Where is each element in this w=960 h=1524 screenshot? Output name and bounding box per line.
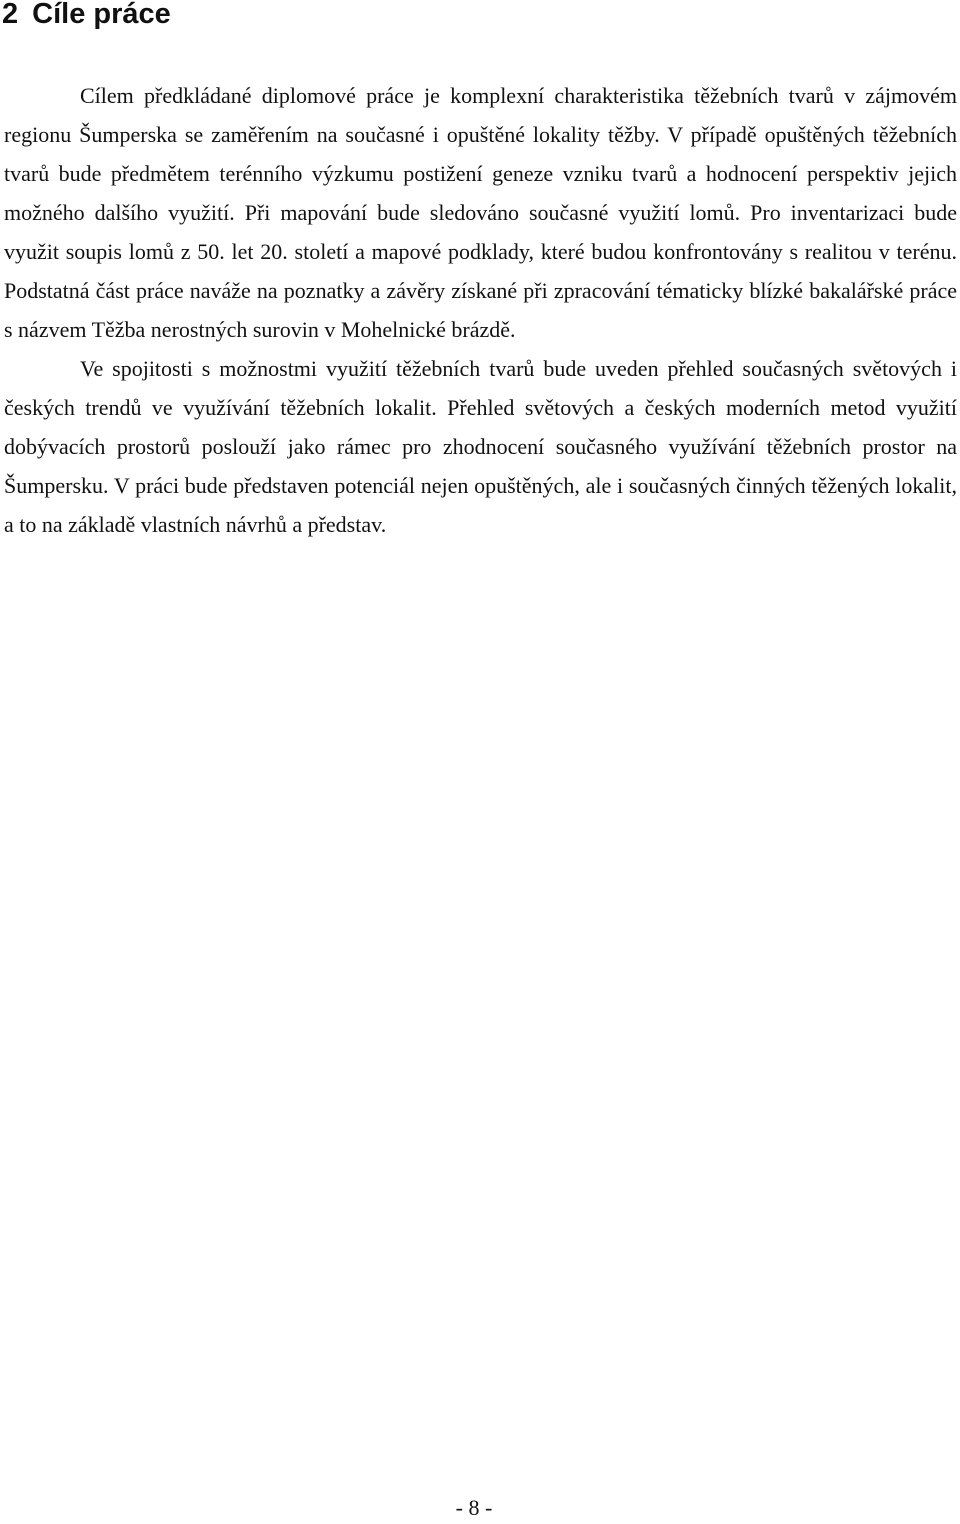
page-number: - 8 -	[455, 1495, 493, 1520]
section-number: 2	[2, 0, 19, 30]
section-heading	[2, 0, 171, 32]
paragraph-goals: Cílem předkládané diplomové práce je komplexní charakteristika těžebních tvarů v zájmovém regionu Šumperska se zaměřením na současné i opuštěné lokality těžby. V případě opuštěných těžebních tvarů bude předmětem terénního výzkumu postižení geneze vzniku tvarů a hodnocení perspektiv jejich možného dalšího využití. Při mapování bude sledováno současné využití lomů. Pro inventarizaci bude využit soupis lomů z 50. let 20. století a mapové podklady, které budou konfrontovány s realitou v terénu. Podstatná část práce naváže na poznatky a závěry získané při zpracování tématicky blízké bakalářské práce s názvem Těžba nerostných surovin v Mohelnické brázdě.	[4, 83, 957, 342]
section-title: Cíle práce	[32, 0, 171, 30]
paragraph-trends: Ve spojitosti s možnostmi využití těžebních tvarů bude uveden přehled současných světových i českých trendů ve využívání těžebních lokalit. Přehled světových a českých moderních metod využití dobývacích prostorů poslouží jako rámec pro zhodnocení současného využívání těžebních prostor na Šumpersku. V práci bude představen potenciál nejen opuštěných, ale i současných činných těžených lokalit, a to na základě vlastních návrhů a představ.	[4, 356, 957, 537]
body-text	[4, 76, 957, 544]
